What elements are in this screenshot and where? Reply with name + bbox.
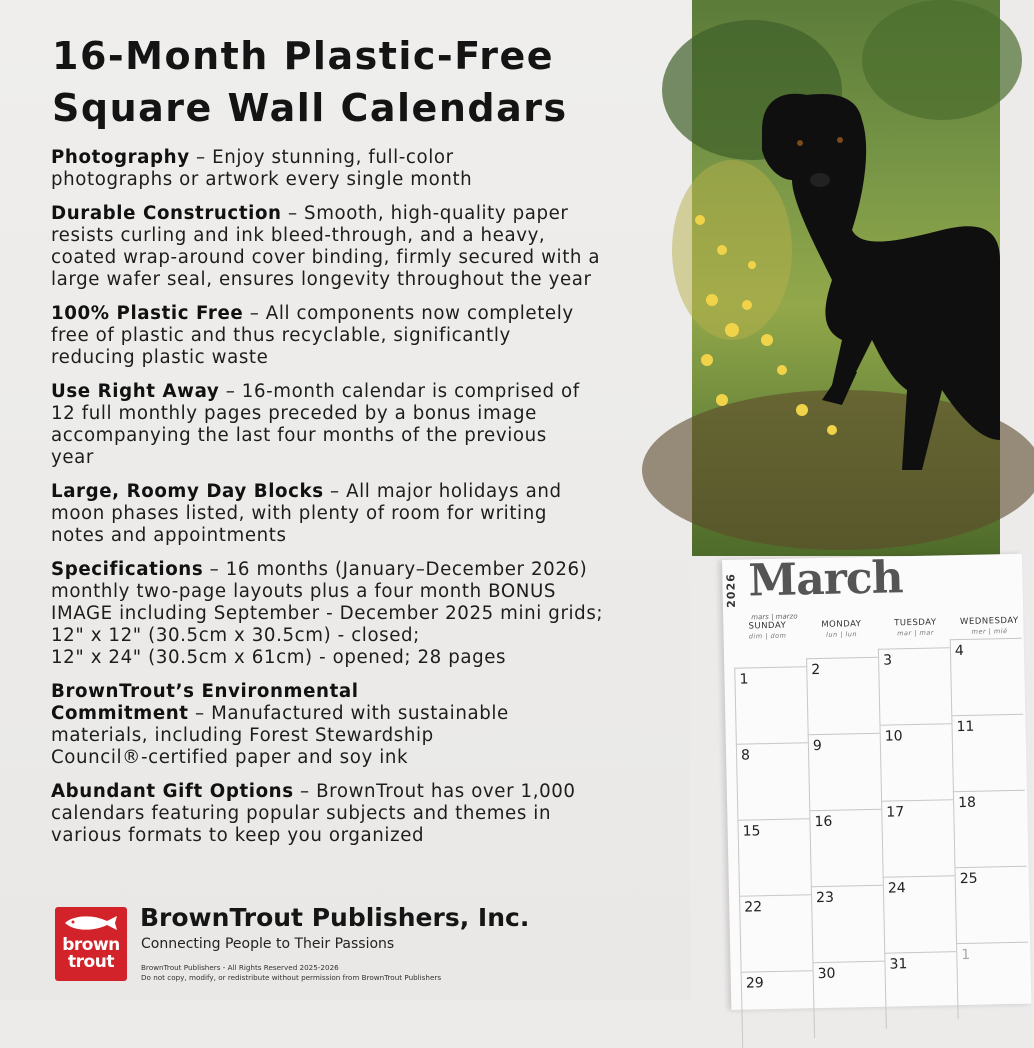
day-cell: 9 [808, 733, 882, 810]
publisher-name: BrownTrout Publishers, Inc. [140, 903, 530, 932]
browntrout-logo [55, 907, 127, 981]
page-title: 16-Month Plastic-Free Square Wall Calendars [52, 34, 568, 130]
day-cell: 11 [951, 714, 1025, 791]
feature-gift-options: Abundant Gift Options – BrownTrout has over 1,000 calendars featuring popular subjects and themes in various formats to keep you organized [51, 781, 576, 846]
dog-photo [692, 0, 1000, 556]
feature-specifications: Specifications – 16 months (January–December 2026) monthly two-page layouts plus a four month BONUS IMAGE including September - December 2025 mini grids; 12" x 12" (30.5cm x 30.5cm) - closed; 12" x 24" (30.5cm x 61cm) - opened; 28 pages [51, 559, 604, 668]
day-cell: 17 [881, 799, 955, 876]
day-cell: 3 [878, 647, 952, 724]
dayhead-sunday: SUNDAY dim | dom [748, 620, 787, 641]
trout-fish-icon [63, 913, 119, 933]
day-cell: 2 [806, 657, 880, 734]
feature-plastic-free: 100% Plastic Free – All components now completely free of plastic and thus recyclable, significantly reducing plastic waste [51, 303, 574, 368]
feature-list [51, 147, 691, 859]
calendar-page [722, 554, 1031, 1010]
day-cell: 18 [953, 790, 1027, 867]
dayhead-monday: MONDAY lun | lun [821, 619, 862, 639]
feature-day-blocks: Large, Roomy Day Blocks – All major holidays and moon phases listed, with plenty of room for writing notes and appointments [51, 481, 562, 546]
day-cell: 1 [956, 942, 1030, 1019]
feature-use-right-away: Use Right Away – 16-month calendar is comprised of 12 full monthly pages preceded by a bonus image accompanying the last four months of the previous year [51, 381, 580, 468]
day-cell: 23 [811, 885, 885, 962]
day-cell: 24 [883, 875, 957, 952]
day-cell: 16 [809, 809, 883, 886]
day-cell: 30 [812, 961, 886, 1038]
feature-photography: Photography – Enjoy stunning, full-color photographs or artwork every single month [51, 147, 473, 190]
calendar-month-translation: mars | marzo [751, 612, 798, 622]
logo-text: brown trout [62, 935, 120, 972]
day-cell: 8 [736, 742, 810, 819]
dayhead-tuesday: TUESDAY mar | mar [894, 617, 937, 638]
day-cell: 1 [734, 666, 808, 743]
day-cell: 4 [950, 638, 1024, 715]
day-cell: 10 [879, 723, 953, 800]
calendar-month: March [747, 552, 904, 607]
feature-environmental-commitment: BrownTrout’s Environmental Commitment – Manufactured with sustainable materials, including Forest Stewardship Council®-certified paper and soy ink [51, 681, 509, 768]
publisher-block [55, 905, 685, 995]
day-cell: 22 [739, 894, 813, 971]
calendar-year: 2026 [724, 573, 739, 608]
day-cell: 31 [884, 951, 958, 1028]
day-cell: 25 [954, 866, 1028, 943]
feature-durable-construction: Durable Construction – Smooth, high-quality paper resists curling and ink bleed-through, and a heavy, coated wrap-around cover binding, firmly secured with a large wafer seal, ensures longevity throughout the year [51, 203, 601, 290]
day-cell: 15 [737, 818, 811, 895]
day-cell: 29 [741, 970, 815, 1047]
rights-notice: BrownTrout Publishers - All Rights Reserved 2025-2026 Do not copy, modify, or redistribute without permission from BrownTrout Publishers [141, 963, 442, 982]
publisher-tagline: Connecting People to Their Passions [141, 936, 395, 952]
dayhead-wednesday: WEDNESDAY mer | mié [959, 615, 1019, 636]
